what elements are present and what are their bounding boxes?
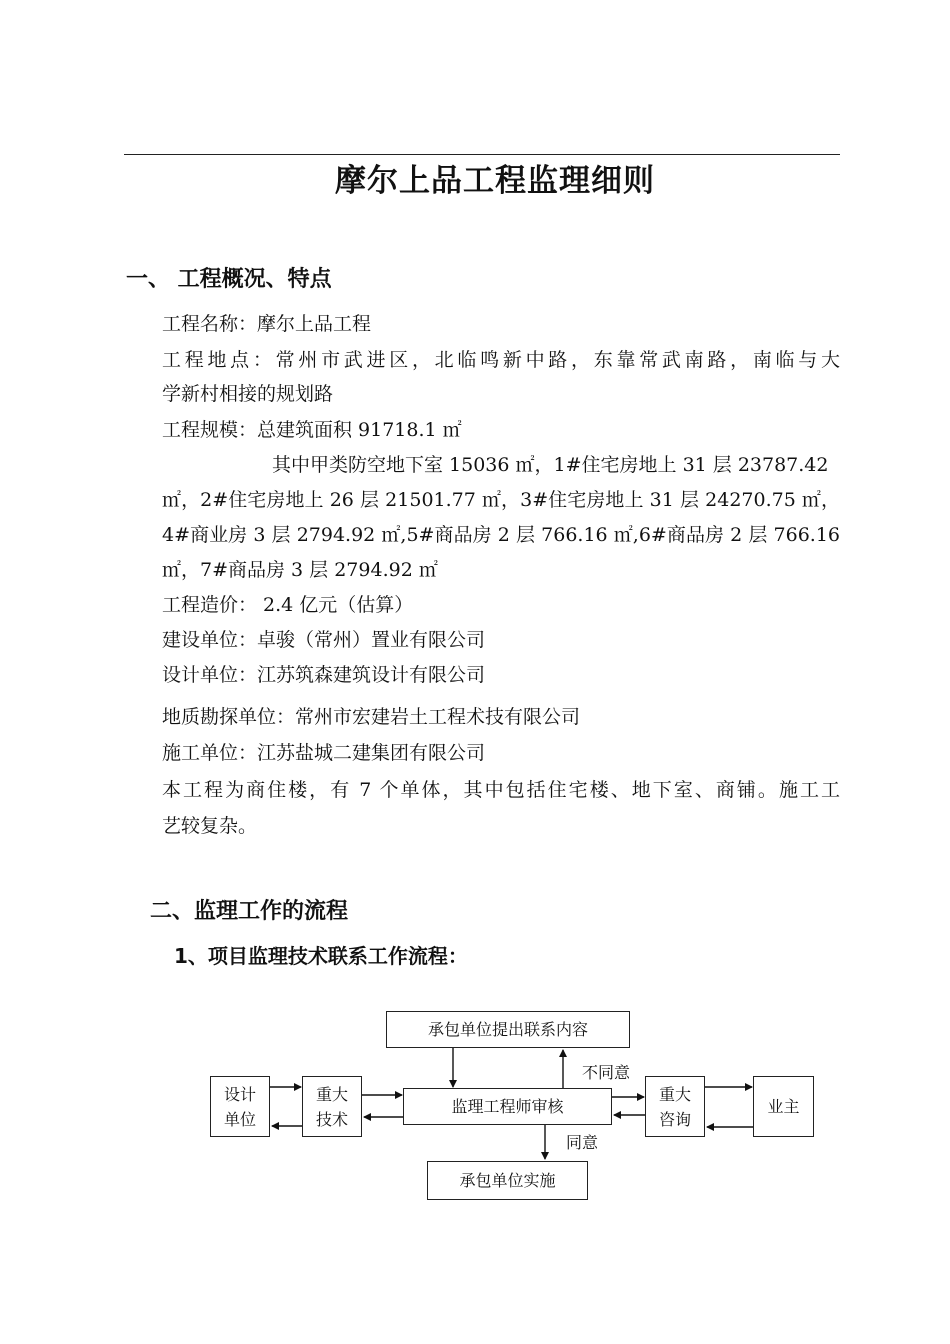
project-designer: 设计单位：江苏筑森建筑设计有限公司 [162,664,486,686]
project-survey-unit: 地质勘探单位：常州市宏建岩土工程术技有限公司 [162,706,581,728]
project-summary-line2: 艺较复杂。 [162,815,258,837]
flow-box-major-consult [645,1076,705,1137]
project-location-line2: 学新村相接的规划路 [162,383,334,405]
section2-heading: 二、监理工作的流程 [150,899,349,924]
flow-box-major-consult-line2: 咨询 [658,1109,691,1129]
project-scale-detail-1: 其中甲类防空地下室 15036 ㎡，1#住宅房地上 31 层 23787.42 [272,454,829,476]
project-scale-detail-4: ㎡，7#商品房 3 层 2794.92 ㎡ [162,559,438,581]
section2-subheading-1: 1、项目监理技术联系工作流程： [174,944,468,968]
flow-box-design-unit-line1: 设计 [223,1084,256,1104]
flow-box-contractor-implement [427,1161,588,1200]
project-scale-detail-3: 4#商业房 3 层 2794.92 ㎡,5#商品房 2 层 766.16 ㎡,6#商品房 2 层 766.16 [162,524,840,546]
flow-box-contractor-implement-label: 承包单位实施 [459,1171,556,1190]
project-owner: 建设单位：卓骏（常州）置业有限公司 [162,629,486,651]
flow-box-contractor-submit-label: 承包单位提出联系内容 [427,1020,588,1039]
flow-box-owner-label: 业主 [767,1097,800,1116]
flow-box-contractor-submit [386,1011,630,1048]
flow-box-major-tech-line1: 重大 [315,1084,348,1104]
project-scale: 工程规模：总建筑面积 91718.1 ㎡ [162,419,462,441]
project-scale-detail-2: ㎡，2#住宅房地上 26 层 21501.77 ㎡，3#住宅房地上 31 层 24270.75 ㎡， [162,489,840,511]
document-title: 摩尔上品工程监理细则 [335,163,655,199]
project-contractor: 施工单位：江苏盐城二建集团有限公司 [162,742,486,764]
project-cost: 工程造价： 2.4 亿元（估算） [162,594,414,616]
flow-box-major-tech-line2: 技术 [315,1109,348,1129]
flow-label-agree: 同意 [566,1133,599,1152]
project-summary-line1: 本工程为商住楼，有 7 个单体，其中包括住宅楼、地下室、商铺。施工工 [162,779,840,801]
flow-box-major-tech [302,1076,362,1137]
project-location-line1: 工程地点：常州市武进区，北临鸣新中路，东靠常武南路，南临与大 [162,349,840,371]
flow-label-disagree: 不同意 [582,1063,631,1082]
flow-box-design-unit-line2: 单位 [223,1109,256,1129]
flow-box-design-unit [210,1076,270,1137]
flow-box-engineer-review-label: 监理工程师审核 [451,1097,564,1116]
flow-box-major-consult-line1: 重大 [658,1084,691,1104]
flow-box-owner [753,1076,814,1137]
flow-box-engineer-review [403,1088,612,1125]
section1-heading: 一、 工程概况、特点 [126,267,332,292]
project-name: 工程名称：摩尔上品工程 [162,313,372,335]
